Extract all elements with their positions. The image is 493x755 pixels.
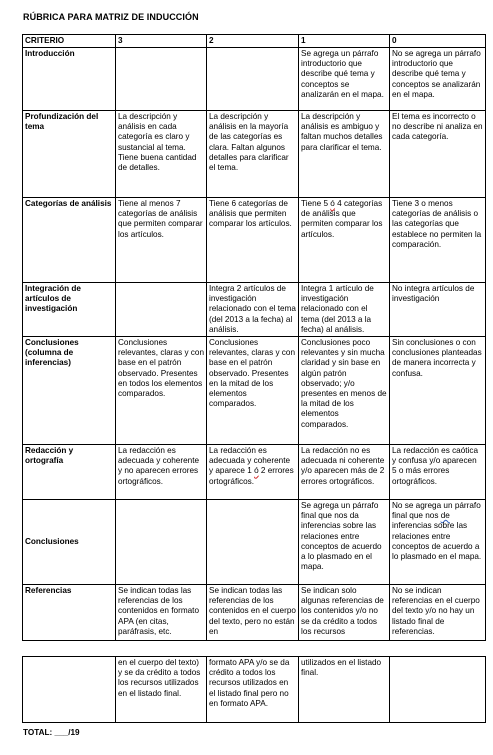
score-3-cell: en el cuerpo del texto) y se da crédito a todos los recursos utilizados en el listado final. (116, 657, 207, 723)
header-score-1: 1 (299, 35, 390, 48)
header-score-3: 3 (116, 35, 207, 48)
score-2-cell (207, 445, 299, 500)
score-2-cell: Se indican todas las referencias de los contenidos en el cuerpo del texto, pero no están en (207, 585, 299, 641)
row-integracion (23, 283, 486, 337)
criterion-cell: Redacción y ortografía (23, 445, 116, 500)
spell-mark: ó (330, 199, 335, 208)
score-2-cell: Tiene 6 categorías de análisis que permiten comparar los artículos. (207, 198, 299, 283)
score-3-cell (116, 500, 207, 585)
criterion-cell: Profundización del tema (23, 111, 116, 198)
score-2-cell (207, 48, 299, 111)
score-3-cell: Se indican todas las referencias de los contenidos en formato APA (en citas, paráfrasis, etc. (116, 585, 207, 641)
score-1-cell: La redacción no es adecuada ni coherente y/o aparecen más de 2 errores ortográficos. (299, 445, 390, 500)
score-1-cell: Integra 1 artículo de investigación relacionado con el tema (del 2013 a la fecha) al análisis. (299, 283, 390, 337)
score-2-cell (207, 500, 299, 585)
header-criterio: CRITERIO (23, 35, 116, 48)
row-conclusiones (23, 500, 486, 585)
score-0-cell: Tiene 3 o menos categorías de análisis o las categorías que establece no permiten la comparación. (390, 198, 486, 283)
score-0-cell (390, 500, 486, 585)
criterion-cell: Categorías de análisis (23, 198, 116, 283)
total-score: TOTAL: ___/19 (23, 728, 80, 737)
criterion-cell: Integración de artículos de investigación (23, 283, 116, 337)
score-0-cell: No se indican referencias en el cuerpo del texto y/o no hay un listado final de referencias. (390, 585, 486, 641)
score-0-cell: No se agrega un párrafo introductorio que describe qué tema y conceptos se analizarán en el mapa. (390, 48, 486, 111)
score-0-cell: No integra artículos de investigación (390, 283, 486, 337)
criterion-cell: Introducción (23, 48, 116, 111)
spell-mark: de (440, 511, 450, 521)
score-3-cell: La descripción y análisis en cada categoría es claro y sustancial al tema. Tiene buena cantidad de detalles. (116, 111, 207, 198)
score-1-cell: utilizados en el listado final. (299, 657, 390, 723)
row-referencias-continued (23, 657, 486, 723)
row-categorias (23, 198, 486, 283)
header-row (23, 35, 486, 48)
score-3-cell: Tiene al menos 7 categorías de análisis que permiten comparar los artículos. (116, 198, 207, 283)
cell-text: Tiene 5 (301, 199, 331, 208)
spell-mark: ó (254, 466, 259, 476)
cell-text: 2 errores ortográficos. (209, 466, 294, 486)
score-2-cell: Conclusiones relevantes, claras y con base en el patrón observado. Presentes en la mitad de los elementos comparados. (207, 337, 299, 445)
score-2-cell: formato APA y/o se da crédito a todos los recursos utilizados en el listado final pero no en formato APA. (207, 657, 299, 723)
criterion-cell: Referencias (23, 585, 116, 641)
score-1-cell: La descripción y análisis es ambiguo y faltan muchos detalles para clarificar el tema. (299, 111, 390, 198)
score-1-cell: Se indican solo algunas referencias de los contenidos y/o no se da crédito a todos los recursos (299, 585, 390, 641)
row-profundizacion (23, 111, 486, 198)
score-2-cell: La descripción y análisis en la mayoría de las categorías es clara. Faltan algunos detalles para clarificar el tema. (207, 111, 299, 198)
cell-text: No se agrega un párrafo final que nos (392, 501, 481, 521)
rubric-table (22, 34, 486, 641)
score-1-cell: Conclusiones poco relevantes y sin mucha claridad y sin base en algún patrón observado; y/o presentes en menos de la mitad de los elementos comparados. (299, 337, 390, 445)
criterion-cell: Conclusiones (columna de inferencias) (23, 337, 116, 445)
rubric-table-continued (22, 656, 486, 723)
header-score-0: 0 (390, 35, 486, 48)
score-3-cell: Conclusiones relevantes, claras y con base en el patrón observado. Presentes en todos los elementos comparados. (116, 337, 207, 445)
criterion-cell: Conclusiones (23, 500, 116, 585)
score-3-cell (116, 48, 207, 111)
score-2-cell: Integra 2 artículos de investigación relacionado con el tema (del 2013 a la fecha) al análisis. (207, 283, 299, 337)
score-3-cell (116, 283, 207, 337)
cell-text: inferencias sobre las relaciones entre conceptos de acuerdo a lo plasmado en el mapa. (392, 521, 482, 562)
row-introduccion (23, 48, 486, 111)
cell-text: La redacción es adecuada y coherente y aparece 1 (209, 446, 291, 476)
score-3-cell: La redacción es adecuada y coherente y no aparecen errores ortográficos. (116, 445, 207, 500)
score-0-cell (390, 657, 486, 723)
row-conclusiones-inferencias (23, 337, 486, 445)
score-0-cell: Sin conclusiones o con conclusiones planteadas de manera incorrecta y confusa. (390, 337, 486, 445)
document-title: RÚBRICA PARA MATRIZ DE INDUCCIÓN (23, 12, 199, 22)
score-1-cell: Se agrega un párrafo final que nos da inferencias sobre las relaciones entre conceptos de acuerdo a lo plasmado en el mapa. (299, 500, 390, 585)
score-0-cell: El tema es incorrecto o no describe ni analiza en cada categoría. (390, 111, 486, 198)
row-referencias (23, 585, 486, 641)
score-1-cell (299, 198, 390, 283)
criterion-cell (23, 657, 116, 723)
row-redaccion (23, 445, 486, 500)
score-0-cell: La redacción es caótica y confusa y/o aparecen 5 o más errores ortográficos. (390, 445, 486, 500)
header-score-2: 2 (207, 35, 299, 48)
score-1-cell: Se agrega un párrafo introductorio que describe qué tema y conceptos se analizarán en el mapa. (299, 48, 390, 111)
cell-text: 4 categorías de análisis que permiten comparar los artículos. (301, 199, 383, 239)
